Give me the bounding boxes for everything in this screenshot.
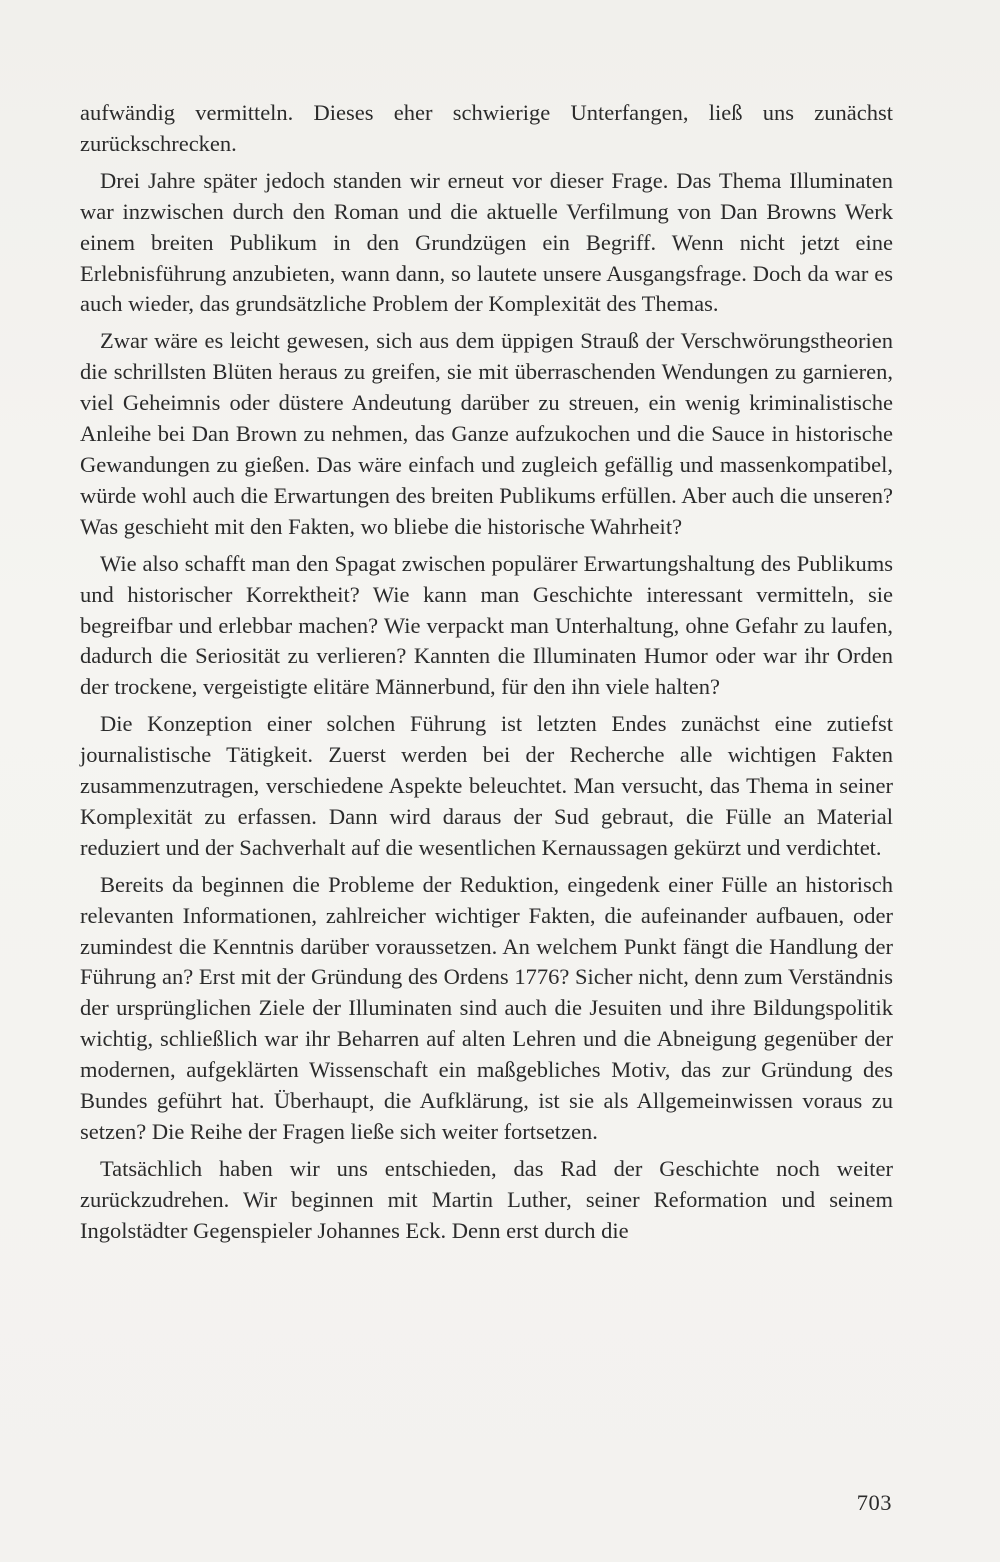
paragraph: Zwar wäre es leicht gewesen, sich aus dem üppigen Strauß der Verschwörungstheorien die schrillsten Blüten heraus zu greifen, sie mit überraschenden Wendungen zu garnieren, viel Geheimnis oder düstere Andeutung darüber zu streuen, ein wenig kriminalistische Anleihe bei Dan Brown zu nehmen, das Ganze aufzukochen und die Sauce in historische Gewandungen zu gießen. Das wäre einfach und zugleich gefällig und massenkompatibel, würde wohl auch die Erwartungen des breiten Publikums erfüllen. Aber auch die unseren? Was geschieht mit den Fakten, wo bliebe die historische Wahrheit?: [80, 328, 893, 539]
paragraph: Bereits da beginnen die Probleme der Reduktion, eingedenk einer Fülle an historisch relevanten Informationen, zahlreicher wichtiger Fakten, die aufeinander aufbauen, oder zumindest die Kenntnis darüber voraussetzen. An welchem Punkt fängt die Handlung der Führung an? Erst mit der Gründung des Ordens 1776? Sicher nicht, denn zum Verständnis der ursprünglichen Ziele der Illuminaten sind auch die Jesuiten und ihre Bildungspolitik wichtig, schließlich war ihr Beharren auf alten Lehren und die Abneigung gegenüber der modernen, aufgeklärten Wissenschaft ein maßgebliches Motiv, das zur Gründung des Bundes geführt hat. Überhaupt, die Aufklärung, ist sie als Allgemeinwissen voraus zu setzen? Die Reihe der Fragen ließe sich weiter fortsetzen.: [80, 871, 893, 1144]
paragraph-continuation: aufwändig vermitteln. Dieses eher schwierige Unterfangen, ließ uns zunächst zurückschrecken.: [80, 100, 893, 156]
paragraph: Die Konzeption einer solchen Führung ist letzten Endes zunächst eine zutiefst journalistische Tätigkeit. Zuerst werden bei der Recherche alle wichtigen Fakten zusammenzutragen, verschiedene Aspekte beleuchtet. Man versucht, das Thema in seiner Komplexität zu erfassen. Dann wird daraus der Sud gebraut, die Fülle an Material reduziert und der Sachverhalt auf die wesentlichen Kernaussagen gekürzt und verdichtet.: [80, 711, 893, 860]
paragraph: Drei Jahre später jedoch standen wir erneut vor dieser Frage. Das Thema Illuminaten war inzwischen durch den Roman und die aktuelle Verfilmung von Dan Browns Werk einem breiten Publikum in den Grundzügen ein Begriff. Wenn nicht jetzt eine Erlebnisführung anzubieten, wann dann, so lautete unsere Ausgangsfrage. Doch da war es auch wieder, das grundsätzliche Problem der Komplexität des Themas.: [80, 167, 893, 317]
page-number: 703: [856, 1490, 892, 1515]
body-text: [80, 98, 893, 1253]
paragraph: Tatsächlich haben wir uns entschieden, das Rad der Geschichte noch weiter zurückzudrehen. Wir beginnen mit Martin Luther, seiner Reformation und seinem Ingolstädter Gegenspieler Johannes Eck. Denn erst durch die: [80, 1155, 893, 1243]
paragraph: Wie also schafft man den Spagat zwischen populärer Erwartungshaltung des Publikums und historischer Korrektheit? Wie kann man Geschichte interessant vermitteln, sie begreifbar und erlebbar machen? Wie verpackt man Unterhaltung, ohne Gefahr zu laufen, dadurch die Seriosität zu verlieren? Kannten die Illuminaten Humor oder war ihr Orden der trockene, vergeistigte elitäre Männerbund, für den ihn viele halten?: [80, 550, 893, 700]
